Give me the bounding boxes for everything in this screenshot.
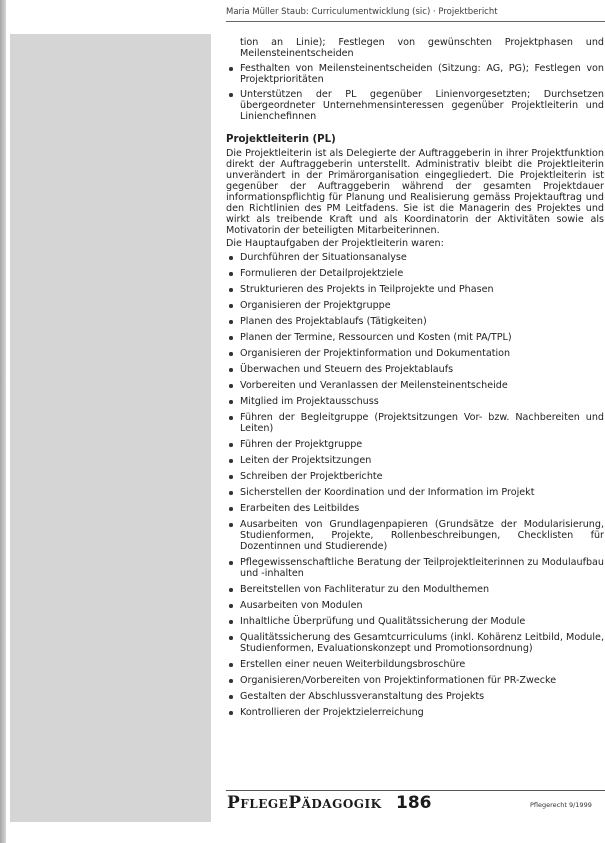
task-item: Leiten der Projektsitzungen bbox=[226, 455, 604, 466]
journal-logo: PflegePädagogik bbox=[227, 793, 382, 813]
task-item: Ausarbeiten von Modulen bbox=[226, 600, 604, 611]
task-item: Führen der Begleitgruppe (Projektsitzungen Vor- bzw. Nachbereiten und Leiten) bbox=[226, 412, 604, 434]
task-item: Mitglied im Projektausschuss bbox=[226, 396, 604, 407]
task-item: Bereitstellen von Fachliteratur zu den Modulthemen bbox=[226, 584, 604, 595]
margin-panel bbox=[10, 34, 211, 822]
task-item: Durchführen der Situationsanalyse bbox=[226, 252, 604, 263]
task-item: Inhaltliche Überprüfung und Qualitätssicherung der Module bbox=[226, 616, 604, 627]
task-item: Erarbeiten des Leitbildes bbox=[226, 503, 604, 514]
header-rule bbox=[226, 21, 605, 22]
task-item: Organisieren/Vorbereiten von Projektinformationen für PR-Zwecke bbox=[226, 675, 604, 686]
footer-rule bbox=[226, 790, 605, 791]
running-head: Maria Müller Staub: Curriculumentwicklung (sic) · Projektbericht bbox=[226, 7, 498, 17]
task-item: Ausarbeiten von Grundlagenpapieren (Grundsätze der Modularisierung, Studienformen, Projekte, Rollenbeschreibungen, Checklisten für Dozentinnen und Studierende) bbox=[226, 519, 604, 552]
task-item: Gestalten der Abschlussveranstaltung des Projekts bbox=[226, 691, 604, 702]
task-item: Überwachen und Steuern des Projektablaufs bbox=[226, 364, 604, 375]
task-item: Sicherstellen der Koordination und der Information im Projekt bbox=[226, 487, 604, 498]
body-text bbox=[226, 37, 604, 723]
task-item: Planen der Termine, Ressourcen und Kosten (mit PA/TPL) bbox=[226, 332, 604, 343]
task-item: Strukturieren des Projekts in Teilprojekte und Phasen bbox=[226, 284, 604, 295]
task-item: Organisieren der Projektinformation und Dokumentation bbox=[226, 348, 604, 359]
footer-meta: Pflegerecht 9/1999 bbox=[530, 801, 592, 809]
task-item: Organisieren der Projektgruppe bbox=[226, 300, 604, 311]
task-item: Kontrollieren der Projektzielerreichung bbox=[226, 707, 604, 718]
task-item: Qualitätssicherung des Gesamtcurriculums (inkl. Kohärenz Leitbild, Module, Studienformen, Evaluationskonzept und Promotionsordnung) bbox=[226, 632, 604, 654]
task-item: Schreiben der Projektberichte bbox=[226, 471, 604, 482]
steering-tasks-list bbox=[226, 37, 604, 122]
task-item: Planen des Projektablaufs (Tätigkeiten) bbox=[226, 316, 604, 327]
section-paragraph: Die Projektleiterin ist als Delegierte der Auftraggeberin in ihrer Projektfunktion direkt der Auftraggeberin unterstellt. Administrativ bleibt die Projektleiterin unverändert in der Primärorganisation eingegliedert. Die Projektleiterin ist gegenüber der Auftraggeberin während der gesamten Projektdauer informationspflichtig für Planung und Realisierung gemäss Projektauftrag und den Richtlinien des PM Leitfadens. Sie ist die Managerin des Projektes und wirkt als treibende Kraft und als Koordinatorin der Aktivitäten sowie als Motivatorin der beteiligten Mitarbeiterinnen. bbox=[226, 148, 604, 236]
tasks-intro: Die Hauptaufgaben der Projektleiterin waren: bbox=[226, 238, 444, 249]
section-heading: Projektleiterin (PL) bbox=[226, 134, 336, 145]
task-item: Führen der Projektgruppe bbox=[226, 439, 604, 450]
task-item: Erstellen einer neuen Weiterbildungsbroschüre bbox=[226, 659, 604, 670]
task-item: Pflegewissenschaftliche Beratung der Teilprojektleiterinnen zu Modulaufbau und -inhalten bbox=[226, 557, 604, 579]
list-item: tion an Linie); Festlegen von gewünschten Projektphasen und Meilensteinentscheiden bbox=[240, 37, 604, 59]
page-number: 186 bbox=[396, 793, 432, 813]
task-item: Formulieren der Detailprojektziele bbox=[226, 268, 604, 279]
list-item: Festhalten von Meilensteinentscheiden (Sitzung: AG, PG); Festlegen von Projektprioritäten bbox=[226, 63, 604, 85]
main-tasks-list bbox=[226, 252, 604, 718]
list-item: Unterstützen der PL gegenüber Linienvorgesetzten; Durchsetzen übergeordneter Unternehmensinteressen gegenüber Projektleiterin und Linienchefinnen bbox=[226, 89, 604, 122]
task-item: Vorbereiten und Veranlassen der Meilensteinentscheide bbox=[226, 380, 604, 391]
